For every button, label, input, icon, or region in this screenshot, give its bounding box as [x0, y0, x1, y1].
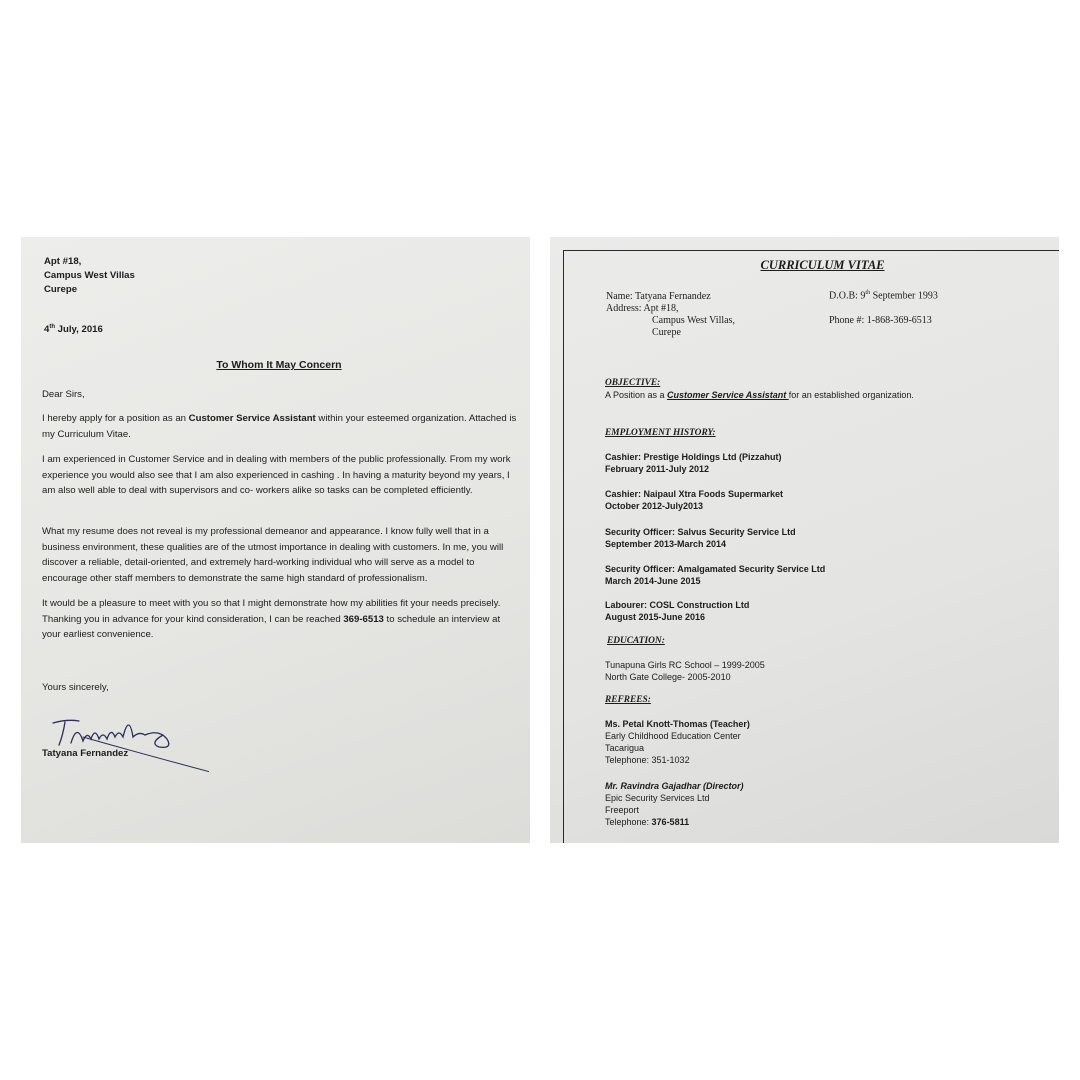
cover-letter-page	[21, 237, 530, 843]
closing: Yours sincerely,	[42, 682, 109, 693]
paragraph-4: It would be a pleasure to meet with you so that I might demonstrate how my abilities fit your needs precisely. Thanking you in advance for your kind consideration, I can be reached 369-6513 to schedule an interview at your earliest convenience.	[42, 598, 501, 640]
dob: D.O.B: 9th September 1993	[829, 290, 938, 302]
handwritten-signature	[49, 713, 209, 777]
employment-heading: EMPLOYMENT HISTORY:	[605, 428, 716, 438]
paragraph-2: I am experienced in Customer Service and in dealing with members of the public professionally. From my work experience you would also see that I am also experienced in cashing . In having a maturity beyond my years, I am also well able to deal with supervisors and co- workers alike so tasks can be completed efficiently.	[42, 454, 511, 496]
job-entry: Cashier: Naipaul Xtra Foods Supermarket October 2012-July2013	[605, 489, 784, 511]
paragraph-1: I hereby apply for a position as an Customer Service Assistant within your esteemed organization. Attached is my Curriculum Vitae.	[42, 413, 517, 440]
sender-address	[44, 255, 135, 297]
salutation: Dear Sirs,	[42, 389, 85, 400]
phone: Phone #: 1-868-369-6513	[829, 315, 932, 326]
job-entry: Security Officer: Amalgamated Security Service Ltd March 2014-June 2015	[605, 564, 826, 586]
education-item: North Gate College- 2005-2010	[605, 672, 731, 682]
job-entry: Labourer: COSL Construction Ltd August 2015-June 2016	[605, 600, 750, 622]
letter-date: 4th July, 2016	[44, 324, 103, 336]
job-entry: Security Officer: Salvus Security Service Ltd September 2013-March 2014	[605, 527, 796, 549]
referee-1: Ms. Petal Knott-Thomas (Teacher) Early Childhood Education Center Tacarigua Telephone: 351-1032	[605, 719, 750, 765]
referee-2: Mr. Ravindra Gajadhar (Director) Epic Security Services Ltd Freeport Telephone: 376-5811	[605, 781, 744, 827]
personal-details: Name: Tatyana Fernandez Address: Apt #18, Campus West Villas, Curepe	[606, 291, 735, 338]
letter-heading: To Whom It May Concern	[216, 359, 342, 371]
objective-heading: OBJECTIVE:	[605, 378, 661, 388]
objective-text: A Position as a Customer Service Assistant for an established organization.	[605, 390, 914, 400]
paragraph-3: What my resume does not reveal is my professional demeanor and appearance. I know fully well that in a business environment, these qualities are of the utmost importance in dealing with customers. In me, you will discover a reliable, detail-oriented, and extremely hard-working individual who will serve as a model to encourage other staff members to demonstrate the same high standard of professionalism.	[42, 526, 504, 584]
address-line: Campus West Villas	[44, 270, 135, 281]
address-line: Curepe	[44, 284, 78, 295]
education-item: Tunapuna Girls RC School – 1999-2005	[605, 660, 765, 670]
curriculum-vitae-page	[550, 237, 1059, 843]
education-list	[605, 659, 765, 683]
referees-heading: REFREES:	[605, 695, 651, 705]
education-heading: EDUCATION:	[607, 636, 665, 646]
address-line: Apt #18,	[44, 256, 82, 267]
address-label: Address:	[606, 303, 642, 314]
name-value: Tatyana Fernandez	[634, 291, 711, 302]
cv-title: CURRICULUM VITAE	[760, 258, 885, 272]
signer-name: Tatyana Fernandez	[42, 748, 129, 759]
name-label: Name:	[606, 291, 633, 302]
job-entry: Cashier: Prestige Holdings Ltd (Pizzahut) February 2011-July 2012	[605, 452, 782, 474]
